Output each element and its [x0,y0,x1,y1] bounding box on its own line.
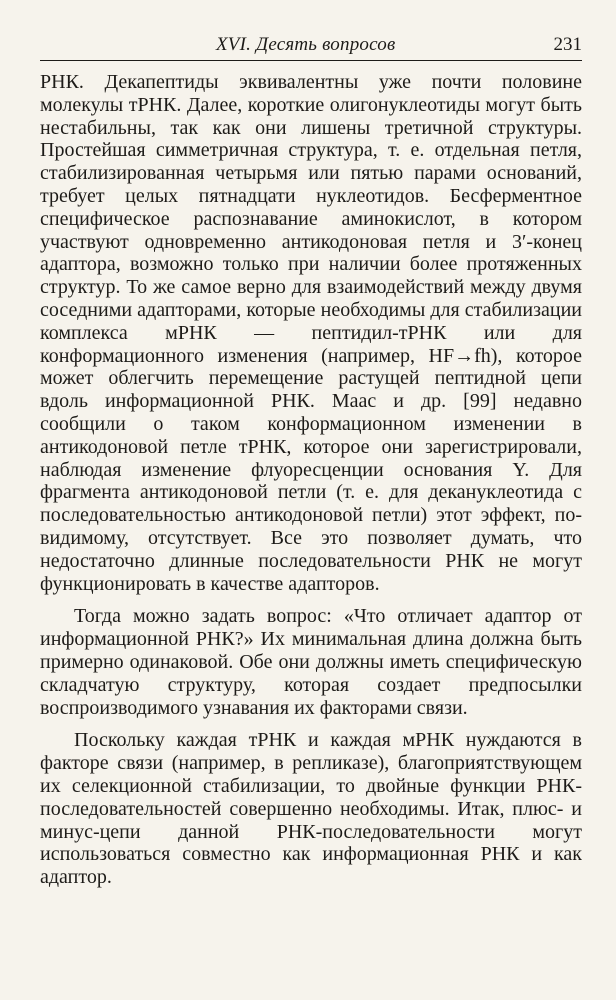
page-number: 231 [553,34,582,55]
paragraph-2: Тогда можно задать вопрос: «Что отличает адаптор от информационной РНК?» Их минимальная длина должна быть примерно одинаковой. Обе они должны иметь специфическую складчатую структуру, которая создает предпосылки воспроизводимого узнавания их факторами связи. [40,605,582,719]
body-text [40,71,582,889]
paragraph-1: РНК. Декапептиды эквивалентны уже почти половине молекулы тРНК. Далее, короткие олигонуклеотиды могут быть нестабильны, так как они лишены третичной структуры. Простейшая симметричная структура, т. е. отдельная петля, стабилизированная четырьмя или пятью парами оснований, требует целых пятнадцати нуклеотидов. Бесферментное специфическое распознавание аминокислот, в котором участвуют одновременно антикодоновая петля и 3′-конец адаптора, возможно только при наличии более протяженных структур. То же самое верно для взаимодействий между двумя соседними адапторами, которые необходимы для стабилизации комплекса мРНК — пептидил-тРНК или для конформационного изменения (например, HF→fh), которое может облегчить перемещение растущей пептидной цепи вдоль информационной РНК. Маас и др. [99] недавно сообщили о таком конформационном изменении в антикодоновой петле тРНК, которое они зарегистрировали, наблюдая изменение флуоресценции основания Y. Для фрагмента антикодоновой петли (т. е. для декануклеотида с последовательностью антикодоновой петли) этот эффект, по-видимому, отсутствует. Все это позволяет думать, что недостаточно длинные последовательности РНК не могут функционировать в качестве адапторов. [40,71,582,595]
page-header [40,30,582,61]
paragraph-3: Поскольку каждая тРНК и каждая мРНК нуждаются в факторе связи (например, в репликазе), благоприятствующем их селекционной стабилизации, то двойные функции РНК-последовательностей совершенно необходимы. Итак, плюс- и минус-цепи данной РНК-последовательности могут использоваться совместно как информационная РНК и как адаптор. [40,729,582,889]
running-head: XVI. Десять вопросов [216,34,396,55]
